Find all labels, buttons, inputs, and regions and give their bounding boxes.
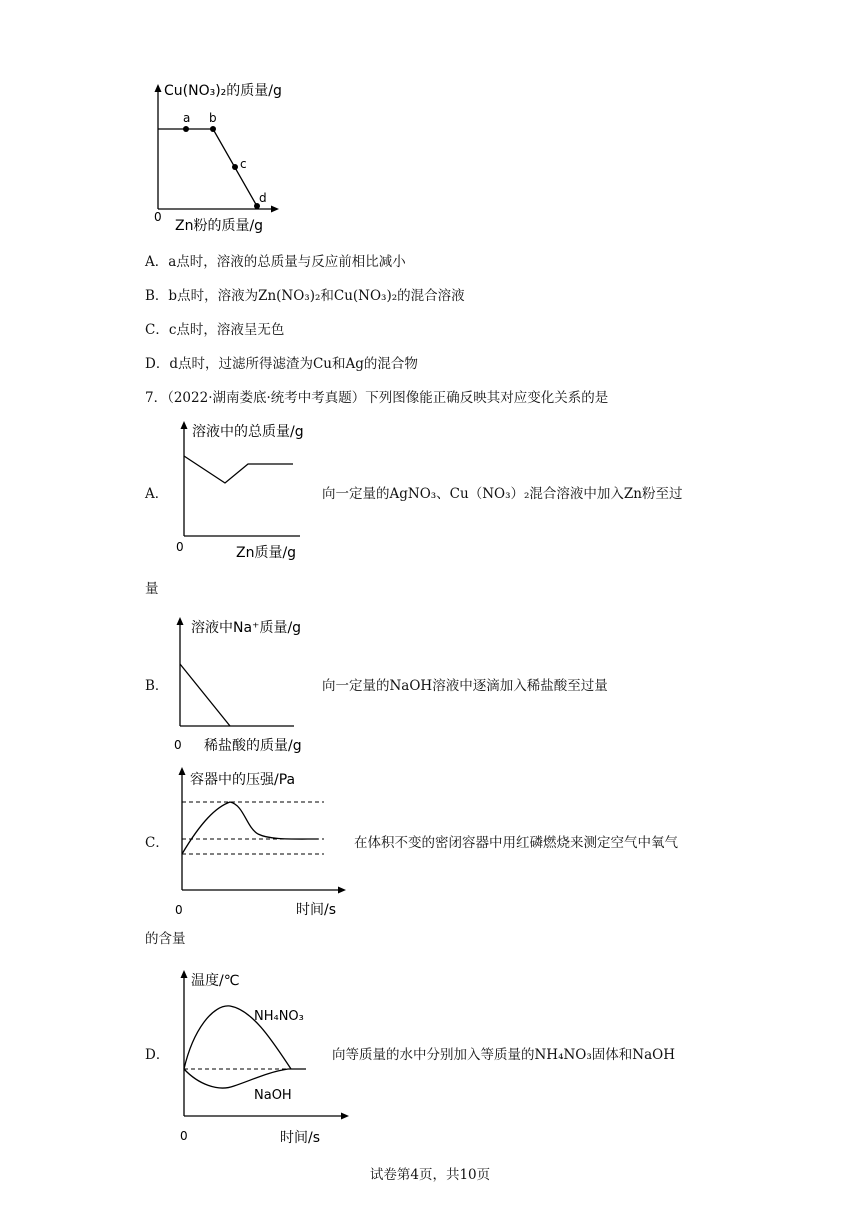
q7-c-letter: C．: [145, 835, 169, 851]
x-axis-label: 稀盐酸的质量/g: [204, 738, 302, 754]
q6-option-b: [145, 287, 465, 305]
q7-a-figure: [168, 416, 318, 566]
x-axis-label: Zn粉的质量/g: [175, 218, 264, 234]
option-letter: B．: [145, 288, 169, 304]
q7-d-text: 向等质量的水中分别加入等质量的NH₄NO₃固体和NaOH: [332, 1047, 675, 1063]
y-axis-arrow: [177, 617, 184, 625]
q7-a-letter: A．: [145, 486, 169, 502]
curve: [182, 802, 318, 854]
q7-c-text: 在体积不变的密闭容器中用红磷燃烧来测定空气中氧气: [354, 835, 678, 851]
y-axis-label: 温度/℃: [191, 973, 240, 989]
y-axis-label: 溶液中Na⁺质量/g: [191, 620, 302, 636]
y-axis-arrow: [181, 421, 188, 429]
point-c: [232, 164, 238, 170]
label-a: a: [183, 111, 191, 125]
origin-label: 0: [174, 738, 182, 752]
origin-label: 0: [175, 903, 183, 917]
origin-label: 0: [154, 210, 162, 224]
y-axis-arrow: [181, 970, 188, 978]
x-axis-label: Zn质量/g: [236, 545, 297, 561]
q6-option-d: [145, 355, 418, 373]
q7-b-letter: B．: [145, 678, 169, 694]
y-axis-arrow: [155, 84, 162, 92]
q7-a-text: 向一定量的AgNO₃、Cu（NO₃）₂混合溶液中加入Zn粉至过: [322, 486, 683, 502]
label-b: b: [209, 111, 217, 125]
option-text: c点时，溶液呈无色: [168, 322, 285, 338]
y-axis-label: 溶液中的总质量/g: [192, 424, 304, 440]
option-letter: C．: [145, 322, 169, 338]
q7-d-figure: [168, 962, 358, 1152]
origin-label: 0: [176, 540, 184, 554]
origin-label: 0: [180, 1129, 188, 1143]
label-c: c: [240, 157, 247, 171]
option-text: a点时，溶液的总质量与反应前相比减小: [168, 254, 406, 270]
q7-a-text-cont: 量: [145, 581, 159, 597]
x-axis-label: 时间/s: [296, 902, 337, 918]
series-label-nh4no3: NH₄NO₃: [254, 1009, 304, 1024]
label-d: d: [259, 191, 267, 205]
curve: [180, 664, 230, 726]
option-letter: A．: [145, 254, 169, 270]
q7-d-letter: D．: [145, 1047, 170, 1063]
q7-c-figure: [166, 762, 356, 922]
point-a: [183, 126, 189, 132]
y-axis-label: 容器中的压强/Pa: [190, 772, 296, 788]
option-letter: D．: [145, 356, 170, 372]
curve: [184, 456, 293, 483]
y-axis-label: Cu(NO₃)₂的质量/g: [164, 83, 282, 99]
y-axis-arrow: [179, 767, 186, 775]
x-axis-arrow: [338, 887, 346, 894]
q7-b-figure: [166, 612, 326, 756]
series-label-naoh: NaOH: [254, 1088, 292, 1103]
option-text: b点时，溶液为Zn(NO₃)₂和Cu(NO₃)₂的混合溶液: [168, 288, 465, 304]
q6-option-a: [145, 253, 406, 271]
x-axis-label: 时间/s: [280, 1130, 321, 1146]
x-axis-arrow: [271, 206, 279, 213]
point-b: [210, 126, 216, 132]
q7-c-text-cont: 的含量: [145, 931, 186, 947]
q6-option-c: [145, 321, 284, 339]
option-text: d点时，过滤所得滤渣为Cu和Ag的混合物: [169, 356, 418, 372]
page-footer: 试卷第4页，共10页: [369, 1167, 491, 1183]
curve-naoh: [184, 1069, 288, 1088]
q7-b-text: 向一定量的NaOH溶液中逐滴加入稀盐酸至过量: [322, 678, 608, 694]
q7-stem: 7．（2022·湖南娄底·统考中考真题）下列图像能正确反映其对应变化关系的是: [145, 390, 609, 406]
top-figure: [140, 78, 310, 236]
x-axis-arrow: [341, 1113, 349, 1120]
